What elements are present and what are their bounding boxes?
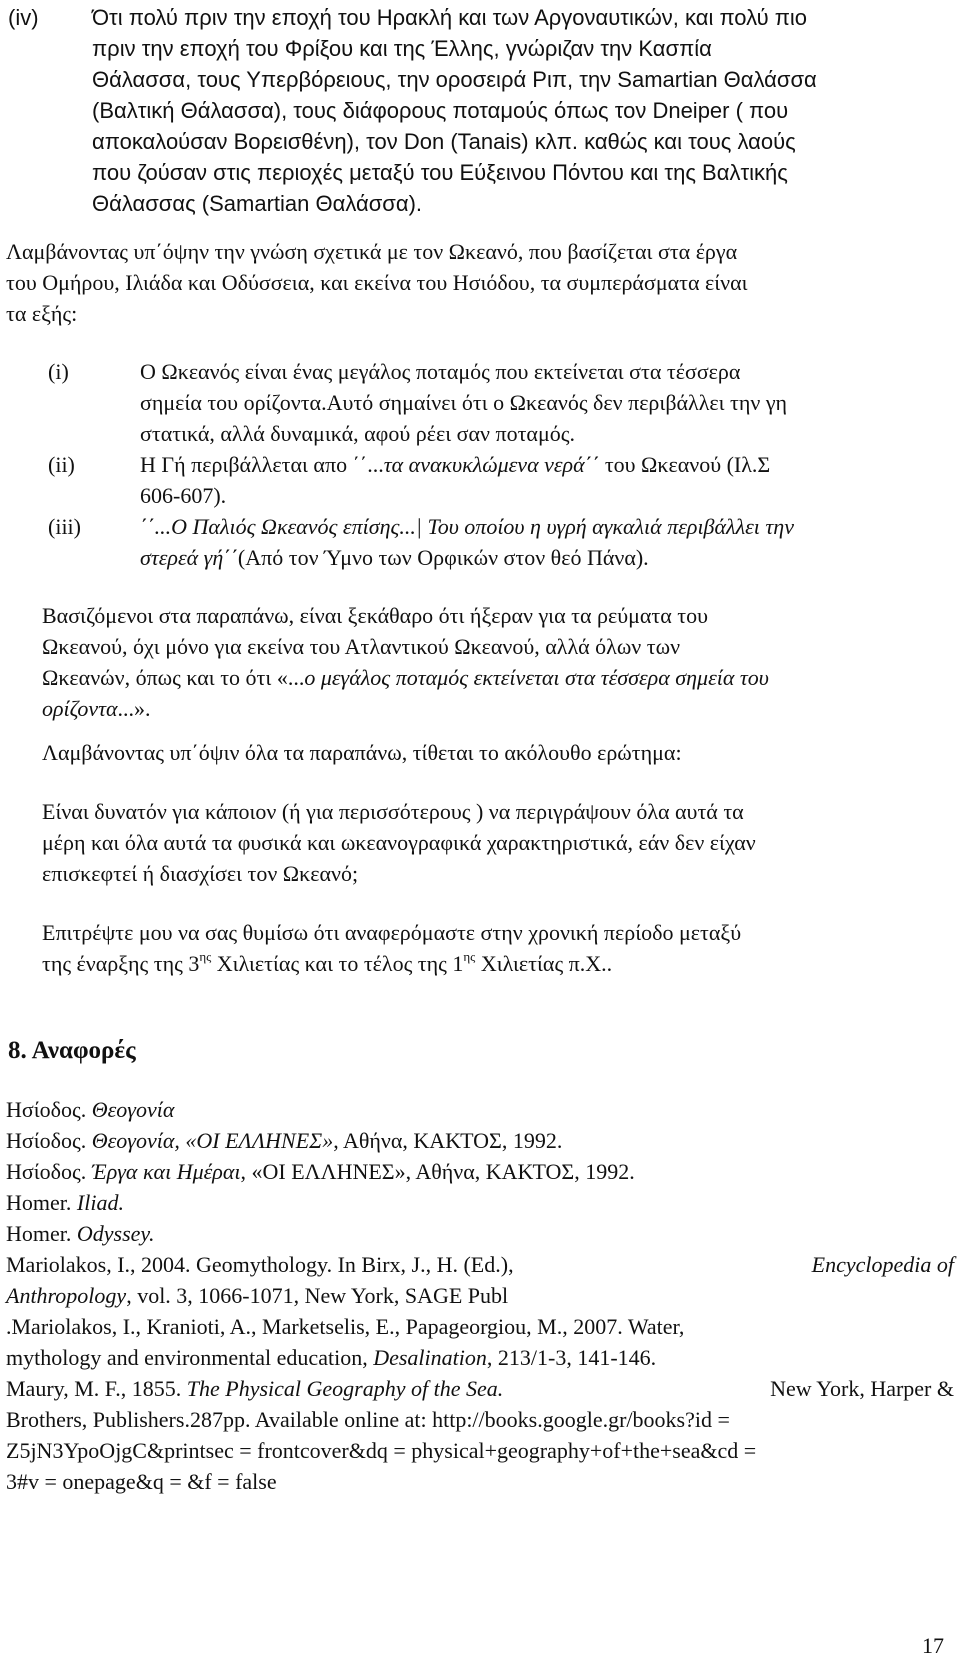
ordinal-suffix: ης <box>463 949 476 964</box>
reference-item-cont <box>6 1342 954 1373</box>
text-line: Ο Ωκεανός είναι ένας μεγάλος ποταμός που εκτείνεται στα τέσσερα <box>140 359 741 384</box>
reference-item <box>6 1094 954 1125</box>
conclusion-i-text <box>140 356 960 449</box>
ref-author: Homer. <box>6 1221 77 1246</box>
reference-item-cont: Brothers, Publishers.287pp. Available online at: http://books.google.gr/books?id = <box>6 1407 730 1432</box>
ref-author: Ησίοδος. <box>6 1128 92 1153</box>
conclusion-i-label: (i) <box>48 359 69 384</box>
text-line: στατικά, αλλά δυναμικά, αφού ρέει σαν ποταμός. <box>140 421 575 446</box>
reminder-paragraph <box>42 917 954 979</box>
text-line: επισκεφτεί ή διασχίσει τον Ωκεανό; <box>42 861 359 886</box>
ref-details: , vol. 3, 1066-1071, New York, SAGE Publ <box>126 1283 509 1308</box>
reference-item-cont <box>6 1280 954 1311</box>
text-line: του Ομήρου, Ιλιάδα και Οδύσσεια, και εκείνα του Ησιόδου, τα συμπεράσματα είναι <box>6 270 748 295</box>
text-line: Επιτρέψτε μου να σας θυμίσω ότι αναφερόμαστε στην χρονική περίοδο μεταξύ <box>42 920 742 945</box>
ref-details: Mariolakos, I., 2004. Geomythology. In Birx, J., H. (Ed.), <box>6 1252 520 1277</box>
ordinal-suffix: ης <box>199 949 212 964</box>
text-line: Ωκεανού, όχι μόνο για εκείνα του Ατλαντικού Ωκεανού, αλλά όλων των <box>42 634 681 659</box>
text-line: Λαμβάνοντας υπ΄όψην την γνώση σχετικά με τον Ωκεανό, που βασίζεται στα έργα <box>6 239 738 264</box>
conclusion-ii-label: (ii) <box>48 452 75 477</box>
text-run: της έναρξης της 3 <box>42 951 200 976</box>
text-line <box>140 449 960 480</box>
text-run: Χιλιετίας π.Χ.. <box>475 951 613 976</box>
ref-title: Odyssey. <box>76 1221 155 1246</box>
question-paragraph <box>42 796 954 889</box>
question-intro: Λαμβάνοντας υπ΄όψιν όλα τα παραπάνω, τίθεται το ακόλουθο ερώτημα: <box>42 740 682 765</box>
reference-item <box>6 1187 954 1218</box>
conclusion-iii-text <box>140 511 960 573</box>
text-run: ...». <box>117 696 151 721</box>
text-line: μέρη και όλα αυτά τα φυσικά και ωκεανογραφικά χαρακτηριστικά, εάν δεν είχαν <box>42 830 756 855</box>
reference-item-cont: Z5jN3YpoOjgC&printsec = frontcover&dq = physical+geography+of+the+sea&cd = <box>6 1438 757 1463</box>
intro-paragraph <box>6 236 954 329</box>
reference-item <box>6 1218 954 1249</box>
ref-details: , «ΟΙ ΕΛΛΗΝΕΣ», Αθήνα, ΚΑΚΤΟΣ, 1992. <box>240 1159 635 1184</box>
text-line <box>140 542 960 573</box>
text-line: πριν την εποχή του Φρίξου και της Έλλης, γνώριζαν την Κασπία <box>92 36 712 61</box>
ref-details: , 213/1-3, 141-146. <box>486 1345 657 1370</box>
ref-details: mythology and environmental education, <box>6 1345 374 1370</box>
ref-journal: Desalination <box>373 1345 487 1370</box>
text-run: του Ωκεανού (Ιλ.Σ <box>599 452 771 477</box>
ref-author: Ησίοδος. <box>6 1097 92 1122</box>
text-line: που ζούσαν στις περιοχές μεταξύ του Εύξεινου Πόντου και της Βαλτικής <box>92 160 788 185</box>
reference-item <box>6 1249 954 1280</box>
text-line: 606-607). <box>140 483 227 508</box>
reference-item <box>6 1125 954 1156</box>
ref-title: Έργα και Ημέραι <box>91 1159 241 1184</box>
ref-details: New York, Harper & <box>764 1376 954 1401</box>
ref-title: The Physical Geography of the Sea. <box>186 1376 504 1401</box>
quote-text: ορίζοντα <box>42 696 118 721</box>
ref-author: Maury, M. F., 1855. <box>6 1376 187 1401</box>
references-list <box>6 1094 954 1497</box>
ref-author: Homer. <box>6 1190 77 1215</box>
text-line: Θάλασσας (Samartian Θαλάσσα). <box>92 191 423 216</box>
reference-item-cont: 3#v = onepage&q = &f = false <box>6 1469 277 1494</box>
item-iv-text <box>92 2 954 219</box>
conclusion-ii-text <box>140 449 960 511</box>
ref-title: Θεογονία <box>91 1097 175 1122</box>
ref-details: , Αθήνα, ΚΑΚΤΟΣ, 1992. <box>333 1128 563 1153</box>
item-iv <box>0 2 960 222</box>
text-run: Ωκεανών, όπως και το ότι «... <box>42 665 305 690</box>
text-line <box>42 693 954 724</box>
text-line <box>42 662 954 693</box>
text-run: Χιλιετίας και το τέλος της 1 <box>211 951 464 976</box>
text-line: Βασιζόμενοι στα παραπάνω, είναι ξεκάθαρο ότι ήξεραν για τα ρεύματα του <box>42 603 709 628</box>
text-run: Η Γή περιβάλλεται απο ΄΄... <box>140 452 384 477</box>
text-line <box>140 511 960 542</box>
references-heading: 8. Αναφορές <box>8 1037 136 1064</box>
based-paragraph <box>42 600 954 724</box>
text-line: Θάλασσα, τους Υπερβόρειους, την οροσειρά Ριπ, την Samartian Θαλάσσα <box>92 67 817 92</box>
ref-author: Ησίοδος. <box>6 1159 92 1184</box>
item-iv-label: (iv) <box>8 5 39 30</box>
quote-text: τα ανακυκλώμενα νερά΄΄ <box>383 452 600 477</box>
reference-item <box>6 1373 954 1404</box>
text-line: (Βαλτική Θάλασσα), τους διάφορους ποταμούς όπως τον Dneiper ( που <box>92 98 789 123</box>
quote-text: στερεά γή΄΄ <box>140 545 238 570</box>
text-line <box>42 948 954 979</box>
ref-title: Iliad. <box>76 1190 124 1215</box>
ref-title: Encyclopedia of <box>811 1252 954 1277</box>
text-line: σημεία του ορίζοντα.Αυτό σημαίνει ότι ο Ωκεανός δεν περιβάλλει την γη <box>140 390 788 415</box>
text-line: Είναι δυνατόν για κάποιον (ή για περισσότερους ) να περιγράψουν όλα αυτά τα <box>42 799 744 824</box>
ref-group <box>6 1373 503 1404</box>
text-line: τα εξής: <box>6 301 78 326</box>
reference-item: .Mariolakos, I., Kranioti, A., Marketselis, E., Papageorgiou, M., 2007. Water, <box>6 1314 685 1339</box>
reference-item <box>6 1156 954 1187</box>
text-line: Ότι πολύ πριν την εποχή του Ηρακλή και των Αργοναυτικών, και πολύ πιο <box>92 5 808 30</box>
quote-text: ο μεγάλος ποταμός εκτείνεται στα τέσσερα σημεία του <box>304 665 769 690</box>
conclusion-iii-label: (iii) <box>48 514 81 539</box>
text-line: αποκαλούσαν Βορεισθένη), τον Don (Tanais) κλπ. καθώς και τους λαούς <box>92 129 796 154</box>
quote-text: ΄΄...Ο Παλιός Ωκεανός επίσης...| Του οποίου η υγρή αγκαλιά περιβάλλει την <box>140 514 794 539</box>
ref-title: Anthropology <box>6 1283 127 1308</box>
text-run: (Από τον Ύμνο των Ορφικών στον θεό Πάνα). <box>237 545 649 570</box>
page-number: 17 <box>922 1633 944 1658</box>
ref-title: Θεογονία, «ΟΙ ΕΛΛΗΝΕΣ» <box>91 1128 334 1153</box>
